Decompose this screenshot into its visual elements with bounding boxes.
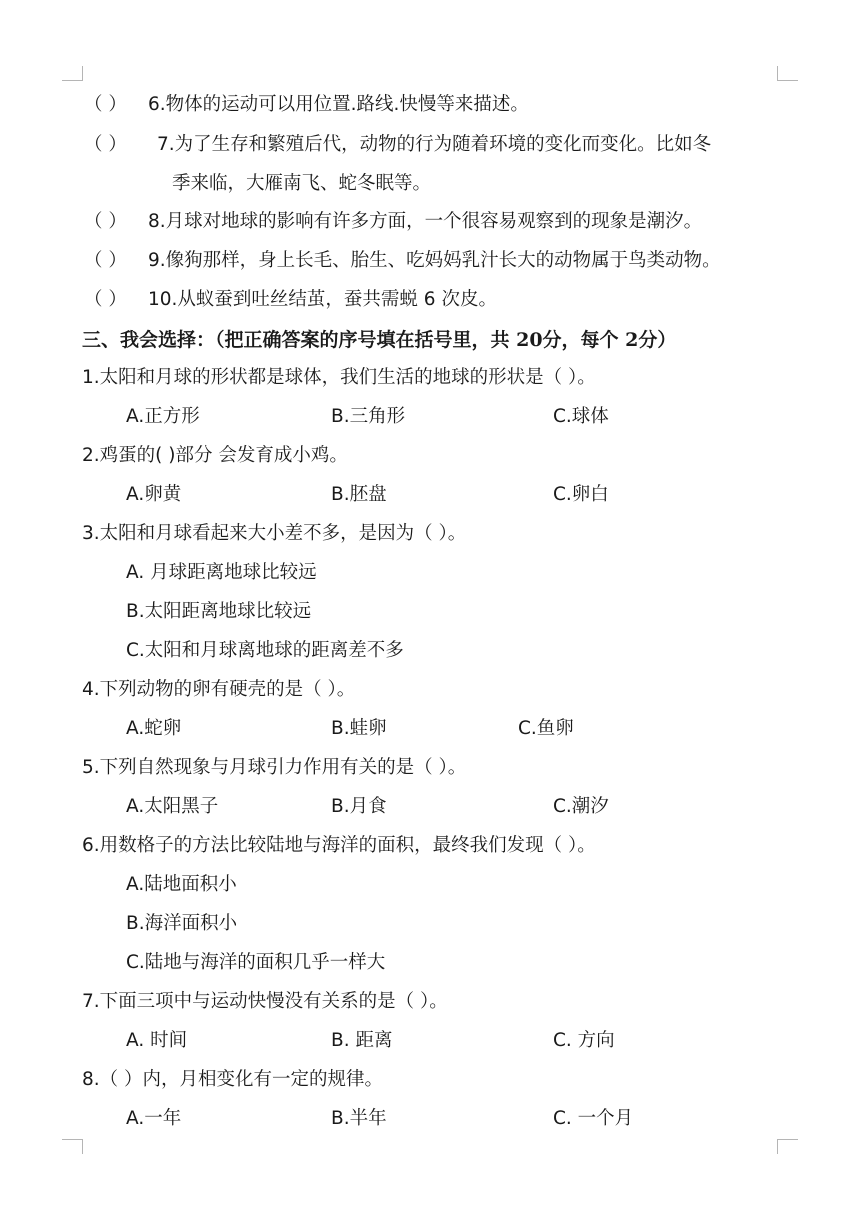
- question-stem: 1.太阳和月球的形状都是球体，我们生活的地球的形状是（ ）。: [82, 367, 596, 388]
- option-b: B.胚盘: [331, 484, 387, 505]
- judgement-text: 8.月球对地球的影响有许多方面，一个很容易观察到的现象是潮汐。: [148, 211, 703, 232]
- option-b: B.太阳距离地球比较远: [126, 601, 312, 622]
- option-a: A.卵黄: [126, 484, 182, 505]
- question-stem: 7.下面三项中与运动快慢没有关系的是（ ）。: [82, 991, 448, 1012]
- option-c: C.太阳和月球离地球的距离差不多: [126, 640, 404, 661]
- option-a: A.一年: [126, 1108, 182, 1129]
- judgement-text-continued: 季来临，大雁南飞、蛇冬眠等。: [172, 173, 432, 194]
- answer-paren: （ ）: [84, 250, 127, 271]
- option-c: C. 一个月: [553, 1108, 634, 1129]
- option-a: A.太阳黑子: [126, 796, 219, 817]
- answer-paren: （ ）: [84, 211, 127, 232]
- option-a: A.正方形: [126, 406, 200, 427]
- option-a: A.陆地面积小: [126, 874, 237, 895]
- judgement-text: 10.从蚁蚕到吐丝结茧，蚕共需蜕 6 次皮。: [148, 289, 497, 310]
- option-c: C.潮汐: [553, 796, 609, 817]
- judgement-text: 7.为了生存和繁殖后代，动物的行为随着环境的变化而变化。比如冬: [157, 134, 712, 155]
- option-c: C.鱼卵: [518, 718, 574, 739]
- option-c: C.卵白: [553, 484, 609, 505]
- crop-mark-top-left: [62, 66, 83, 81]
- section-heading: 三、我会选择：（把正确答案的序号填在括号里，共 20分，每个 2分）: [82, 329, 677, 351]
- judgement-text: 9.像狗那样，身上长毛、胎生、吃妈妈乳汁长大的动物属于鸟类动物。: [148, 250, 721, 271]
- answer-paren: （ ）: [84, 134, 127, 155]
- question-stem: 8.（ ）内，月相变化有一定的规律。: [82, 1069, 384, 1090]
- option-c: C. 方向: [553, 1030, 615, 1051]
- question-stem: 2.鸡蛋的( )部分 会发育成小鸡。: [82, 445, 348, 466]
- question-stem: 6.用数格子的方法比较陆地与海洋的面积，最终我们发现（ ）。: [82, 835, 596, 856]
- option-b: B.月食: [331, 796, 387, 817]
- option-a: A. 时间: [126, 1030, 188, 1051]
- answer-paren: （ ）: [84, 94, 127, 115]
- question-stem: 5.下列自然现象与月球引力作用有关的是（ ）。: [82, 757, 467, 778]
- option-b: B.蛙卵: [331, 718, 387, 739]
- crop-mark-bottom-left: [62, 1139, 83, 1154]
- option-c: C.球体: [553, 406, 609, 427]
- option-b: B.三角形: [331, 406, 406, 427]
- judgement-text: 6.物体的运动可以用位置.路线.快慢等来描述。: [148, 94, 529, 115]
- crop-mark-top-right: [777, 66, 798, 81]
- answer-paren: （ ）: [84, 289, 127, 310]
- question-stem: 3.太阳和月球看起来大小差不多，是因为（ ）。: [82, 523, 467, 544]
- question-stem: 4.下列动物的卵有硬壳的是（ ）。: [82, 679, 356, 700]
- option-b: B. 距离: [331, 1030, 393, 1051]
- option-b: B.半年: [331, 1108, 387, 1129]
- option-a: A. 月球距离地球比较远: [126, 562, 317, 583]
- crop-mark-bottom-right: [777, 1139, 798, 1154]
- option-b: B.海洋面积小: [126, 913, 238, 934]
- option-c: C.陆地与海洋的面积几乎一样大: [126, 952, 386, 973]
- option-a: A.蛇卵: [126, 718, 182, 739]
